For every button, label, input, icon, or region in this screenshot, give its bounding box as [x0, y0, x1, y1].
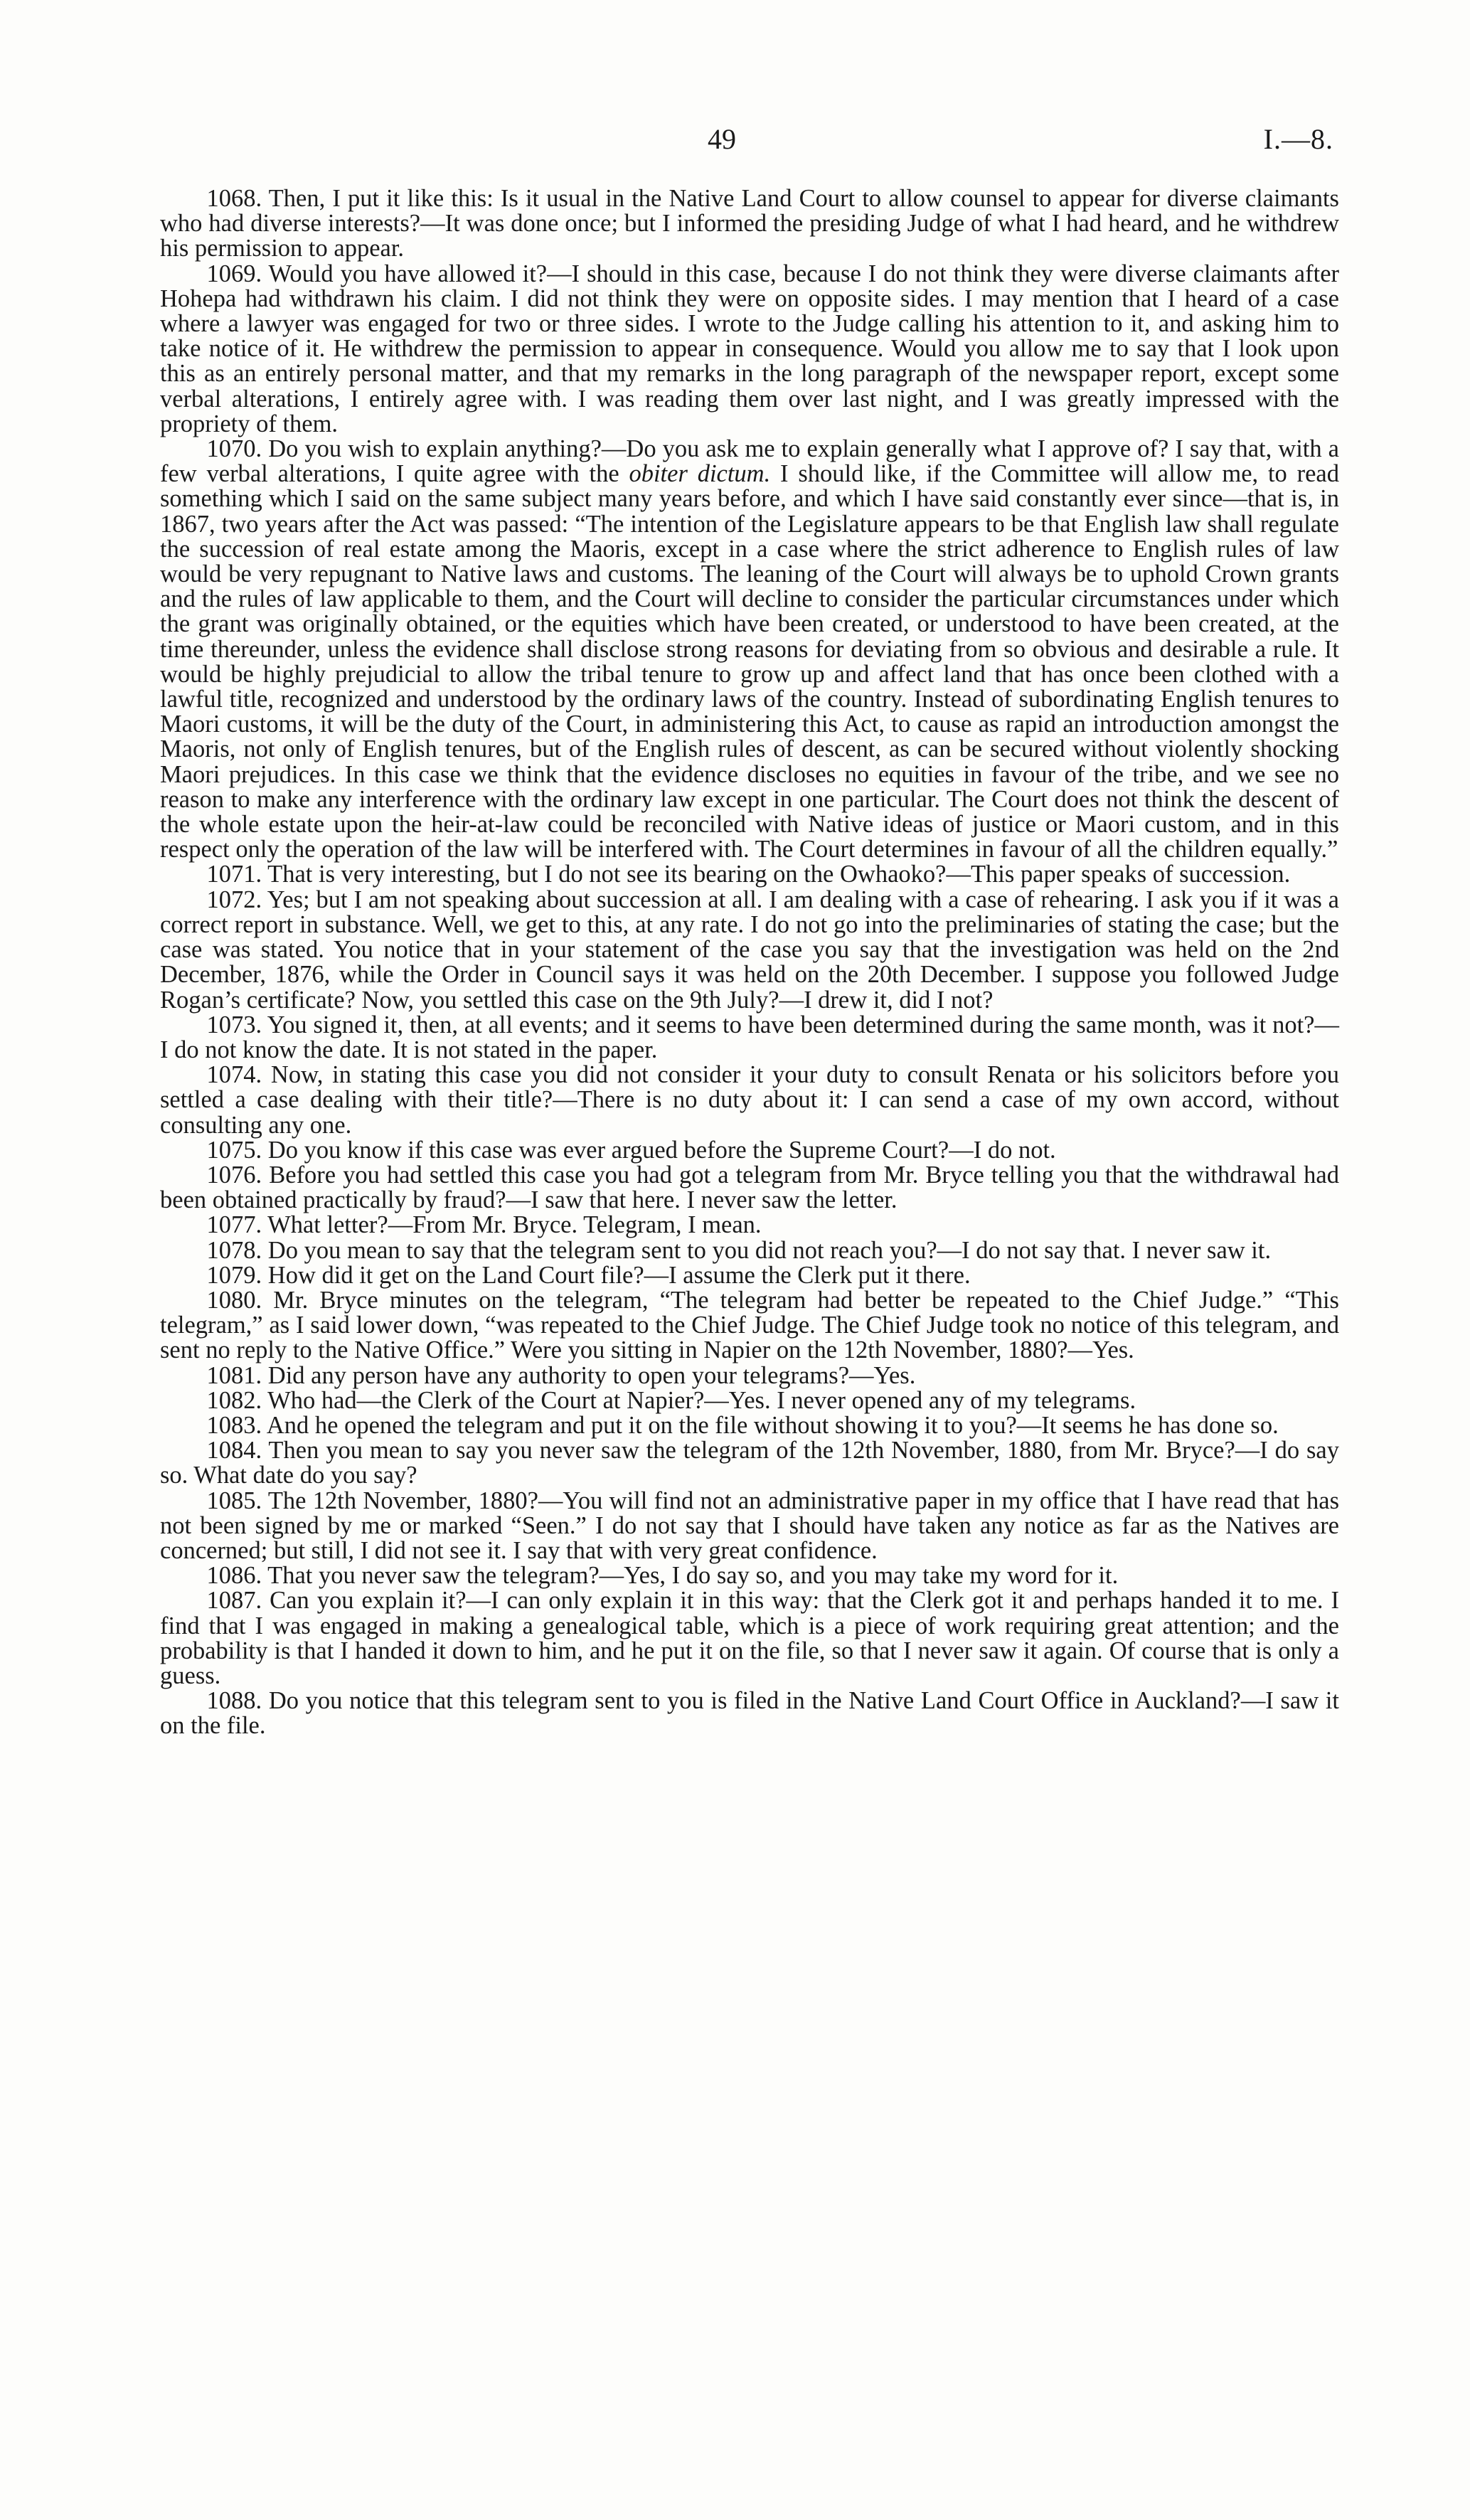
- paragraph-1088: 1088. Do you notice that this telegram sent to you is filed in the Native Land Court Office in Auckland?—I saw it on the file.: [160, 1687, 1339, 1740]
- document-reference: I.—8.: [1263, 123, 1333, 155]
- paragraph-1069: 1069. Would you have allowed it?—I should in this case, because I do not think they were diverse claimants after Hohepa had withdrawn his claim. I did not think they were on opposite sides. I may mention that I heard of a case where a lawyer was engaged for two or three sides. I wrote to the Judge calling his attention to it, and asking him to take notice of it. He withdrew the permission to appear in consequence. Would you allow me to say that I look upon this as an entirely personal matter, and that my remarks in the long paragraph of the newspaper report, except some verbal alterations, I entirely agree with. I was reading them over last night, and I was greatly impressed with the propriety of them.: [160, 260, 1339, 437]
- paragraph-1070-part-1: 1070. Do you wish to explain anything?—Do you ask me to explain generally what I approve of? I say that, with a few verbal alterations, I quite agree with the: [160, 435, 1339, 488]
- paragraph-1084: 1084. Then you mean to say you never saw the telegram of the 12th November, 1880, from Mr. Bryce?—I do say so. What date do you say?: [160, 1437, 1339, 1489]
- page-number: 49: [708, 123, 736, 155]
- paragraph-1079: 1079. How did it get on the Land Court file?—I assume the Clerk put it there.: [206, 1261, 971, 1289]
- paragraph-1070: [160, 437, 1339, 862]
- paragraph-1073: 1073. You signed it, then, at all events; and it seems to have been determined during the same month, was it not?—I do not know the date. It is not stated in the paper.: [160, 1011, 1339, 1063]
- paragraph-1085: 1085. The 12th November, 1880?—You will find not an administrative paper in my office that I have read that has not been signed by me or marked “Seen.” I do not say that I should have taken any notice as far as the Natives are concerned; but still, I did not see it. I say that with very great confidence.: [160, 1487, 1339, 1564]
- paragraph-1081: 1081. Did any person have any authority to open your telegrams?—Yes.: [206, 1361, 916, 1389]
- paragraph-1074: 1074. Now, in stating this case you did not consider it your duty to consult Renata or his solicitors before you settled a case dealing with their title?—There is no duty about it: I can send a case of my own accord, without consulting any one.: [160, 1061, 1339, 1139]
- paragraph-1075: 1075. Do you know if this case was ever argued before the Supreme Court?—I do not.: [206, 1136, 1056, 1164]
- paragraph-1082: 1082. Who had—the Clerk of the Court at Napier?—Yes. I never opened any of my telegrams.: [206, 1386, 1136, 1414]
- paragraph-1077: 1077. What letter?—From Mr. Bryce. Telegram, I mean.: [206, 1211, 762, 1239]
- page-header: [0, 122, 1470, 165]
- paragraph-1071: 1071. That is very interesting, but I do not see its bearing on the Owhaoko?—This paper speaks of succession.: [206, 861, 1291, 888]
- paragraph-1070-part-2: I should like, if the Committee will allow me, to read something which I said on the same subject many years before, and which I have said constantly ever since—that is, in 1867, two years after the Act was passed: “The intention of the Legislature appears to be that English law shall regulate the succession of real estate among the Maoris, except in a case where the strict adherence to English rules of law would be very repugnant to Native laws and customs. The leaning of the Court will always be to uphold Crown grants and the rules of law applicable to them, and the Court will decline to consider the particular circumstances under which the grant was originally obtained, or the equities which have been created, or understood to have been created, at the time thereunder, unless the evidence shall disclose strong reasons for deviating from so obvious and desirable a rule. It would be highly prejudicial to allow the tribal tenure to grow up and affect land that has once been clothed with a lawful title, recognized and understood by the ordinary laws of the country. Instead of subordinating English tenures to Maori customs, it will be the duty of the Court, in administering this Act, to cause as rapid an introduction amongst the Maoris, not only of English tenures, but of the English rules of descent, as can be secured without violently shocking Maori prejudices. In this case we think that the evidence discloses no equities in favour of the tribe, and we see no reason to make any interference with the ordinary law except in one particular. The Court does not think the descent of the whole estate upon the heir-at-law could be reconciled with Native ideas of justice or Maori custom, and in this respect only the operation of the law will be interfered with. The Court determines in favour of all the children equally.”: [160, 460, 1339, 863]
- paragraph-1086: 1086. That you never saw the telegram?—Yes, I do say so, and you may take my word for it.: [206, 1562, 1119, 1590]
- paragraph-1087: 1087. Can you explain it?—I can only explain it in this way: that the Clerk got it and perhaps handed it to me. I find that I was engaged in making a genealogical table, which is a piece of work requiring great attention; and the probability is that I handed it down to him, and he put it on the file, so that I never saw it again. Of course that is only a guess.: [160, 1587, 1339, 1689]
- paragraph-1083: 1083. And he opened the telegram and put it on the file without showing it to you?—It seems he has done so.: [206, 1411, 1279, 1439]
- obiter-dictum-term: obiter dictum.: [629, 460, 771, 488]
- paragraph-1072: 1072. Yes; but I am not speaking about succession at all. I am dealing with a case of rehearing. I ask you if it was a correct report in substance. Well, we get to this, at any rate. I do not go into the preliminaries of stating the case; but the case was stated. You notice that in your statement of the case you say that the investigation was held on the 2nd December, 1876, while the Order in Council says it was held on the 20th December. I suppose you followed Judge Rogan’s certificate? Now, you settled this case on the 9th July?—I drew it, did I not?: [160, 886, 1339, 1014]
- paragraph-1078: 1078. Do you mean to say that the telegram sent to you did not reach you?—I do not say that. I never saw it.: [206, 1236, 1272, 1264]
- paragraph-1068: 1068. Then, I put it like this: Is it usual in the Native Land Court to allow counsel to appear for diverse claimants who had diverse interests?—It was done once; but I informed the presiding Judge of what I had heard, and he withdrew his permission to appear.: [160, 185, 1339, 262]
- testimony-body: [160, 186, 1339, 1739]
- paragraph-1076: 1076. Before you had settled this case you had got a telegram from Mr. Bryce telling you that the withdrawal had been obtained practically by fraud?—I saw that here. I never saw the letter.: [160, 1161, 1339, 1214]
- paragraph-1080: 1080. Mr. Bryce minutes on the telegram, “The telegram had better be repeated to the Chief Judge.” “This telegram,” as I said lower down, “was repeated to the Chief Judge. The Chief Judge took no notice of this telegram, and sent no reply to the Native Office.” Were you sitting in Napier on the 12th November, 1880?—Yes.: [160, 1286, 1339, 1364]
